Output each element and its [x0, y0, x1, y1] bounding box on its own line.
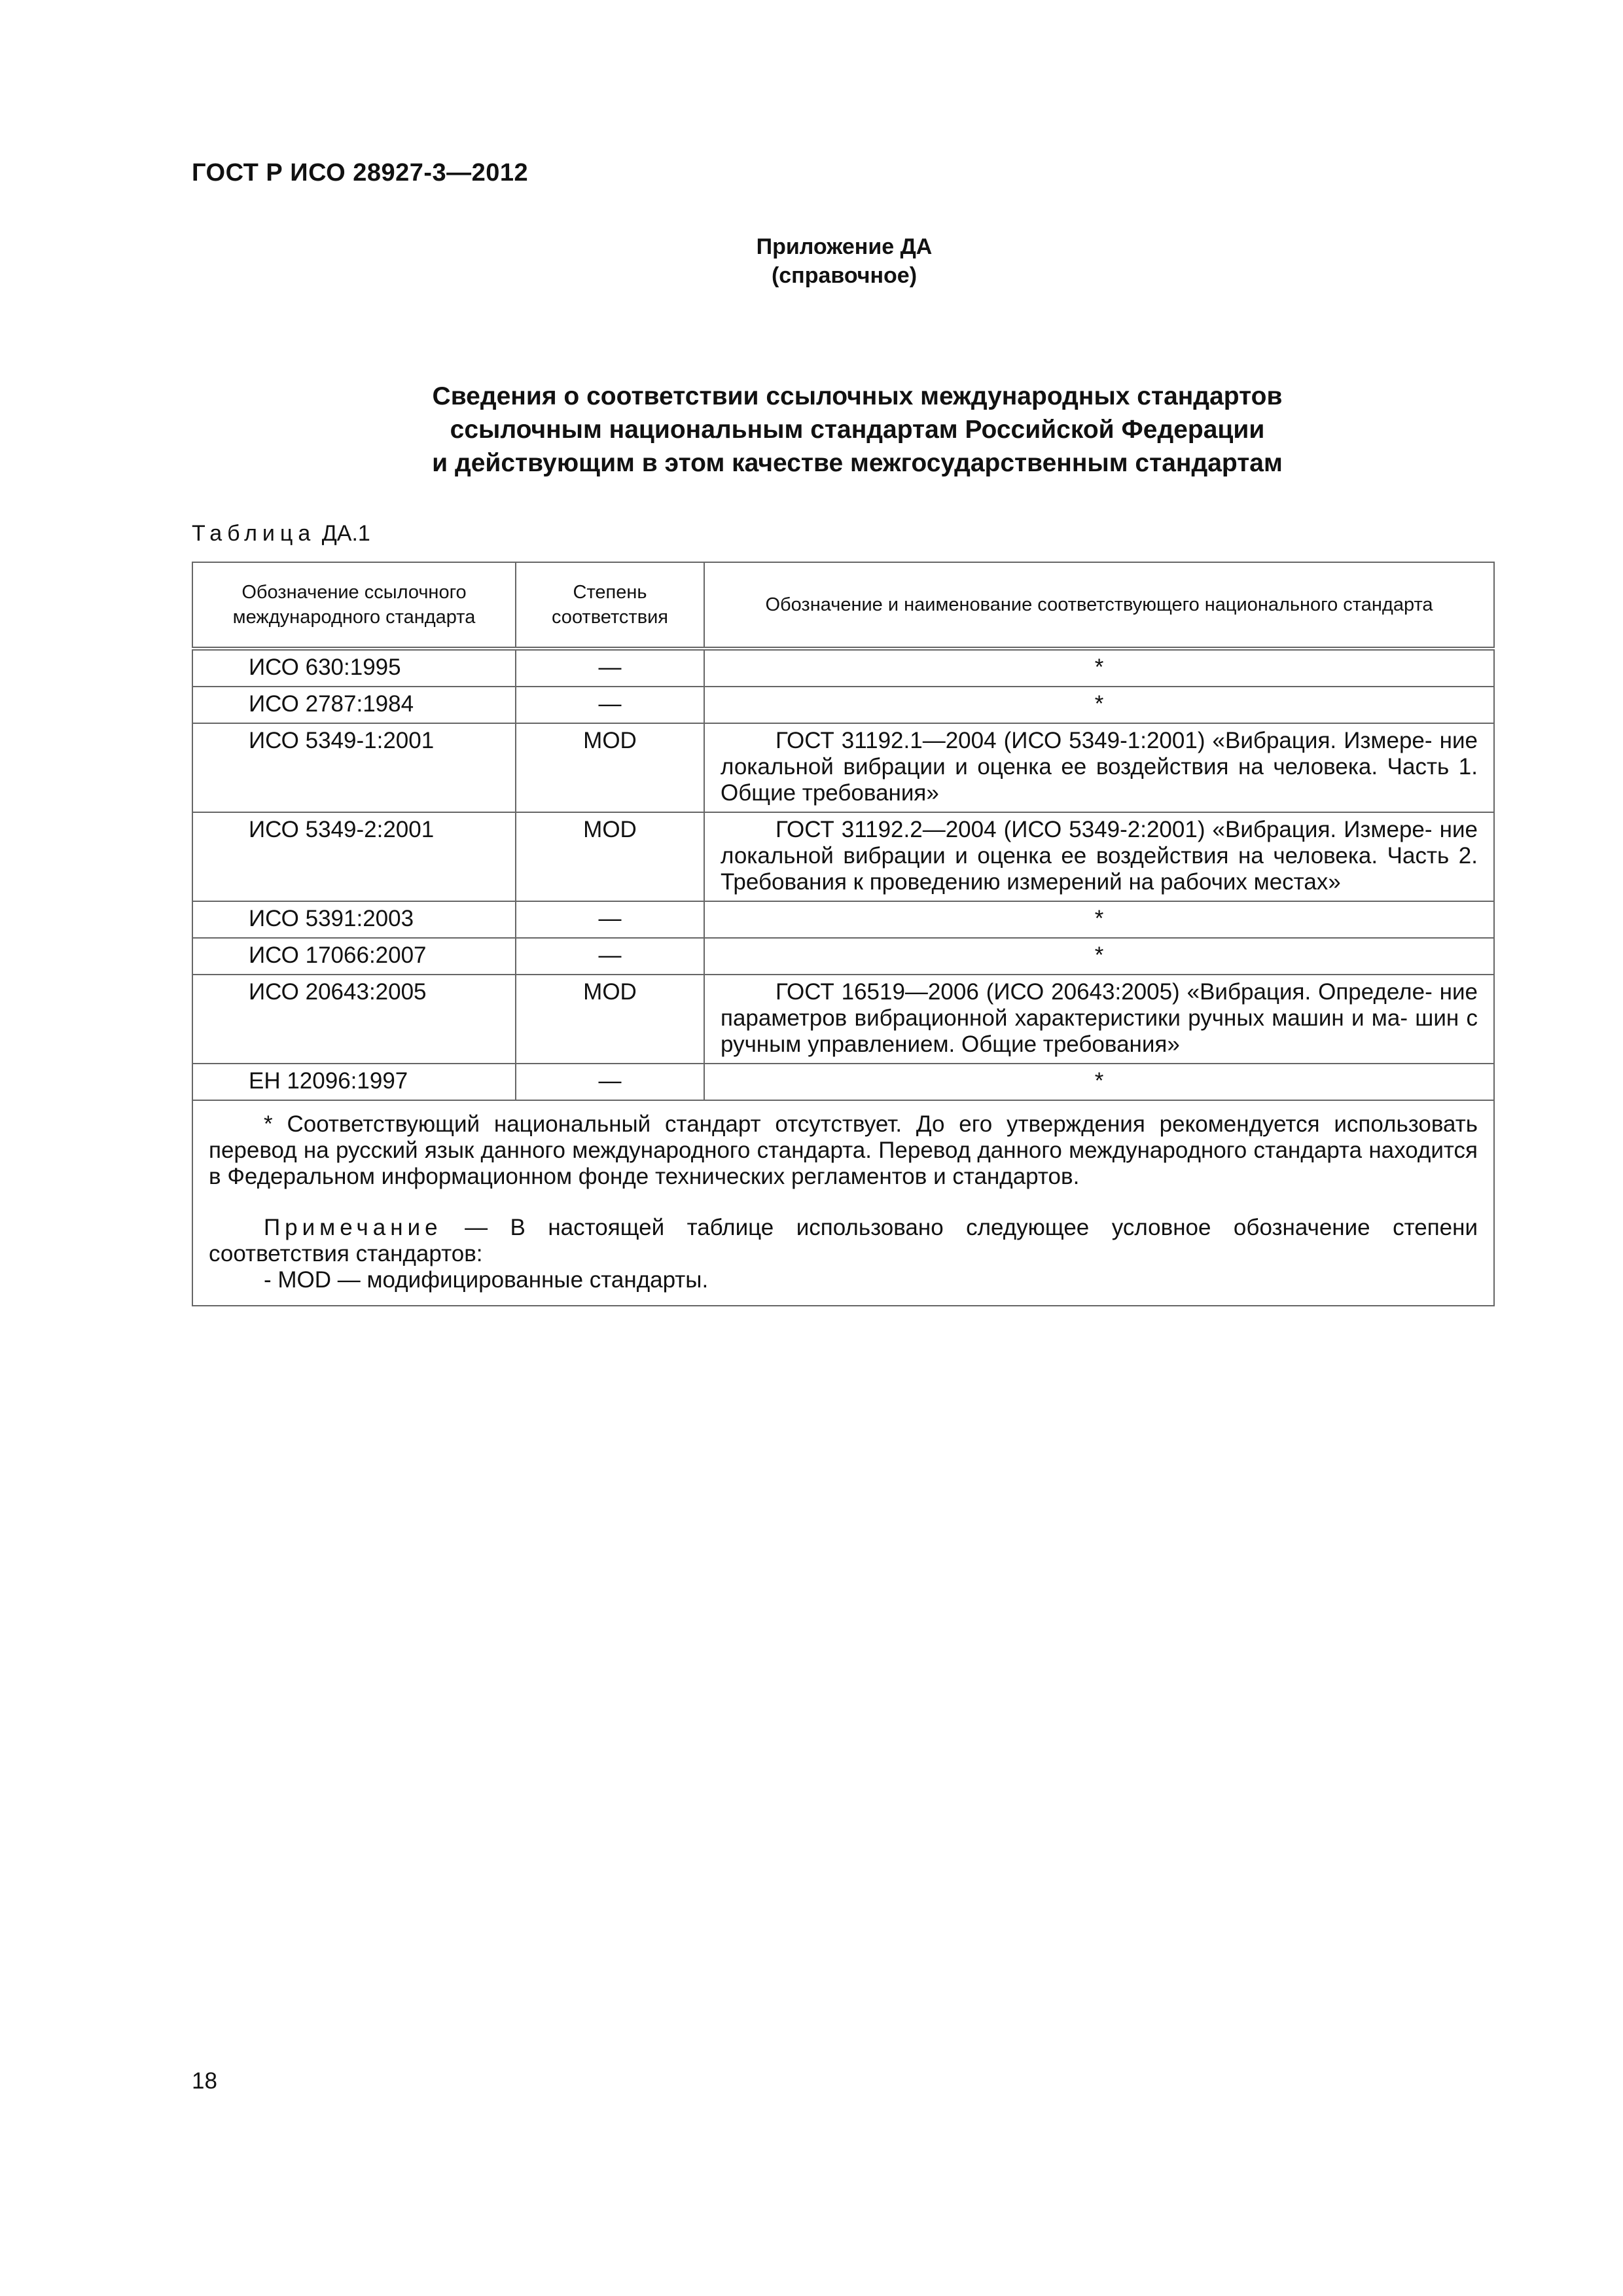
cell-standard: ЕН 12096:1997 — [192, 1064, 516, 1100]
page-number: 18 — [192, 2068, 217, 2094]
table-row — [192, 938, 1494, 975]
note-label: Примечание — [264, 1215, 442, 1240]
cell-degree: — — [516, 901, 704, 938]
table-row — [192, 723, 1494, 812]
table-header-row — [192, 562, 1494, 649]
note-item: - MOD — модифицированные стандарты. — [264, 1267, 709, 1293]
table-footnote-cell — [192, 1100, 1494, 1306]
national-text: ГОСТ 31192.1—2004 (ИСО 5349-1:2001) «Вибрация. Измере- ние локальной вибрации и оценка ее воздействия на человека. Часть 1. Общие требования» — [721, 728, 1478, 806]
cell-degree: — — [516, 687, 704, 723]
table-row — [192, 812, 1494, 901]
table-row — [192, 687, 1494, 723]
footnote-text: * Соответствующий национальный стандарт отсутствует. До его утверждения рекомендуется использовать перевод на русский язык данного международного стандарта. Перевод данного международного стандарта находится в Федеральном информационном фонде технических регламентов и стандартов. — [209, 1111, 1478, 1189]
table-label — [192, 521, 370, 547]
section-title — [327, 380, 1387, 480]
section-title-line: Сведения о соответствии ссылочных международных стандартов — [432, 382, 1283, 410]
cell-standard: ИСО 17066:2007 — [192, 938, 516, 975]
cell-degree: MOD — [516, 812, 704, 901]
section-title-line: ссылочным национальным стандартам Российской Федерации — [450, 416, 1265, 444]
cell-national: * — [704, 649, 1494, 687]
cell-standard: ИСО 630:1995 — [192, 649, 516, 687]
national-text: ГОСТ 16519—2006 (ИСО 20643:2005) «Вибрация. Определе- ние параметров вибрационной характеристики ручных машин и ма- шин с ручным управлением. Общие требования» — [721, 979, 1478, 1057]
cell-standard: ИСО 5391:2003 — [192, 901, 516, 938]
cell-national — [704, 975, 1494, 1064]
appendix-heading — [746, 232, 942, 290]
section-title-line: и действующим в этом качестве межгосударственным стандартам — [432, 449, 1283, 477]
table-row — [192, 901, 1494, 938]
cell-standard: ИСО 20643:2005 — [192, 975, 516, 1064]
header-international-standard: Обозначение ссылочного международного стандарта — [192, 562, 516, 649]
header-degree: Степень соответствия — [516, 562, 704, 649]
appendix-title: Приложение ДА — [756, 234, 933, 259]
document-code: ГОСТ Р ИСО 28927-3—2012 — [192, 159, 529, 187]
national-text: ГОСТ 31192.2—2004 (ИСО 5349-2:2001) «Вибрация. Измере- ние локальной вибрации и оценка ее воздействия на человека. Часть 2. Требования к проведению измерений на рабочих местах» — [721, 817, 1478, 895]
table-row — [192, 1064, 1494, 1100]
note-text: — В настоящей таблице использовано следующее условное обозначение степени соответствия стандартов: — [209, 1215, 1478, 1266]
cell-national — [704, 723, 1494, 812]
correspondence-table — [192, 562, 1495, 1306]
cell-degree: — — [516, 649, 704, 687]
cell-national: * — [704, 938, 1494, 975]
cell-national: * — [704, 687, 1494, 723]
cell-degree: — — [516, 938, 704, 975]
appendix-subtitle: (справочное) — [771, 263, 918, 288]
correspondence-table-wrapper — [192, 562, 1493, 1306]
cell-national — [704, 812, 1494, 901]
cell-standard: ИСО 5349-2:2001 — [192, 812, 516, 901]
table-footer-row — [192, 1100, 1494, 1306]
cell-standard: ИСО 5349-1:2001 — [192, 723, 516, 812]
note-paragraph — [209, 1215, 1478, 1267]
table-row — [192, 975, 1494, 1064]
table-row — [192, 649, 1494, 687]
cell-standard: ИСО 2787:1984 — [192, 687, 516, 723]
cell-degree: MOD — [516, 723, 704, 812]
table-label-number: ДА.1 — [321, 521, 370, 546]
cell-degree: — — [516, 1064, 704, 1100]
cell-national: * — [704, 901, 1494, 938]
header-national-standard: Обозначение и наименование соответствующего национального стандарта — [704, 562, 1494, 649]
cell-national: * — [704, 1064, 1494, 1100]
table-label-prefix: Таблица — [192, 521, 316, 546]
cell-degree: MOD — [516, 975, 704, 1064]
